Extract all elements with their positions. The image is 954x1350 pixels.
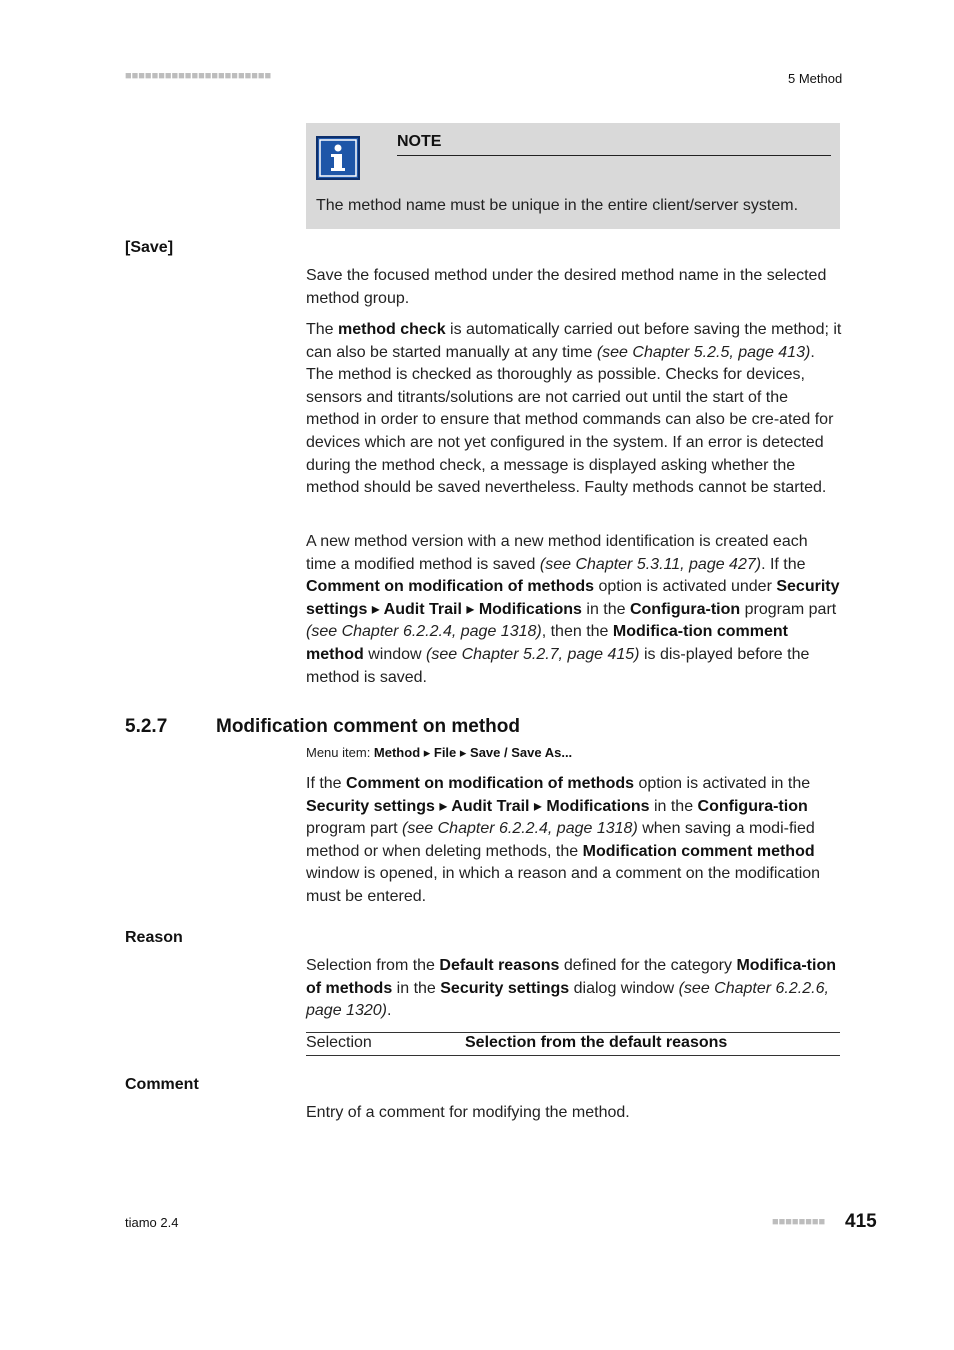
comment-paragraph: Entry of a comment for modifying the method. [306, 1104, 630, 1121]
save-paragraph-2: The method check is automatically carried out before saving the method; it can also be started manually at any time (see Chapter 5.2.5, page 413). The method is checked as thoroughly as possible. Checks for devices, sensors and titrants/solutions are not carried out until the start of the method in order to ensure that method commands can also be cre-ated for devices which are not yet configured in the system. If an error is detected during the method check, a message is displayed asking whether the method should be saved nevertheless. Faulty methods cannot be started. [306, 321, 842, 497]
footer-decoration: ■■■■■■■■ [772, 1216, 826, 1228]
menu-item-path: Menu item: Method ▸ File ▸ Save / Save As... [306, 745, 573, 760]
note-title: NOTE [397, 133, 442, 150]
chapter-header: 5 Method [788, 71, 843, 86]
table-value: Selection from the default reasons [465, 1034, 728, 1051]
info-icon [316, 136, 360, 180]
note-divider [397, 155, 831, 156]
save-paragraph-1: Save the focused method under the desired method name in the selected method group. [306, 267, 827, 307]
product-name: tiamo 2.4 [125, 1215, 179, 1230]
section-title: Modification comment on method [216, 716, 520, 737]
note-text: The method name must be unique in the entire client/server system. [316, 197, 799, 214]
section-paragraph: If the Comment on modification of methods option is activated in the Security settings ▸ Audit Trail ▸ Modifications in the Configura-tion program part (see Chapter 6.2.2.4, page 1318) when saving a modi-fied method or when deleting methods, the Modification comment method window is opened, in which a reason and a comment on the modification must be entered. [306, 775, 821, 905]
table-top-rule [306, 1032, 840, 1033]
reason-paragraph: Selection from the Default reasons defined for the category Modifica-tion of methods in the Security settings dialog window (see Chapter 6.2.2.6, page 1320). [306, 957, 836, 1020]
page-number: 415 [845, 1211, 877, 1232]
reason-label: Reason [125, 929, 183, 946]
section-number: 5.2.7 [125, 716, 168, 737]
comment-label: Comment [125, 1076, 199, 1093]
save-paragraph-3: A new method version with a new method identification is created each time a modified method is saved (see Chapter 5.3.11, page 427). If the Comment on modification of methods option is activated under Security settings ▸ Audit Trail ▸ Modifications in the Configura-tion program part (see Chapter 6.2.2.4, page 1318), then the Modifica-tion comment method window (see Chapter 5.2.7, page 415) is dis-played before the method is saved. [306, 533, 840, 686]
save-label: [Save] [125, 239, 174, 256]
table-bottom-rule [306, 1055, 840, 1056]
table-key: Selection [306, 1034, 372, 1051]
note-box [306, 123, 840, 229]
header-decoration: ■■■■■■■■■■■■■■■■■■■■■■ [125, 70, 272, 82]
